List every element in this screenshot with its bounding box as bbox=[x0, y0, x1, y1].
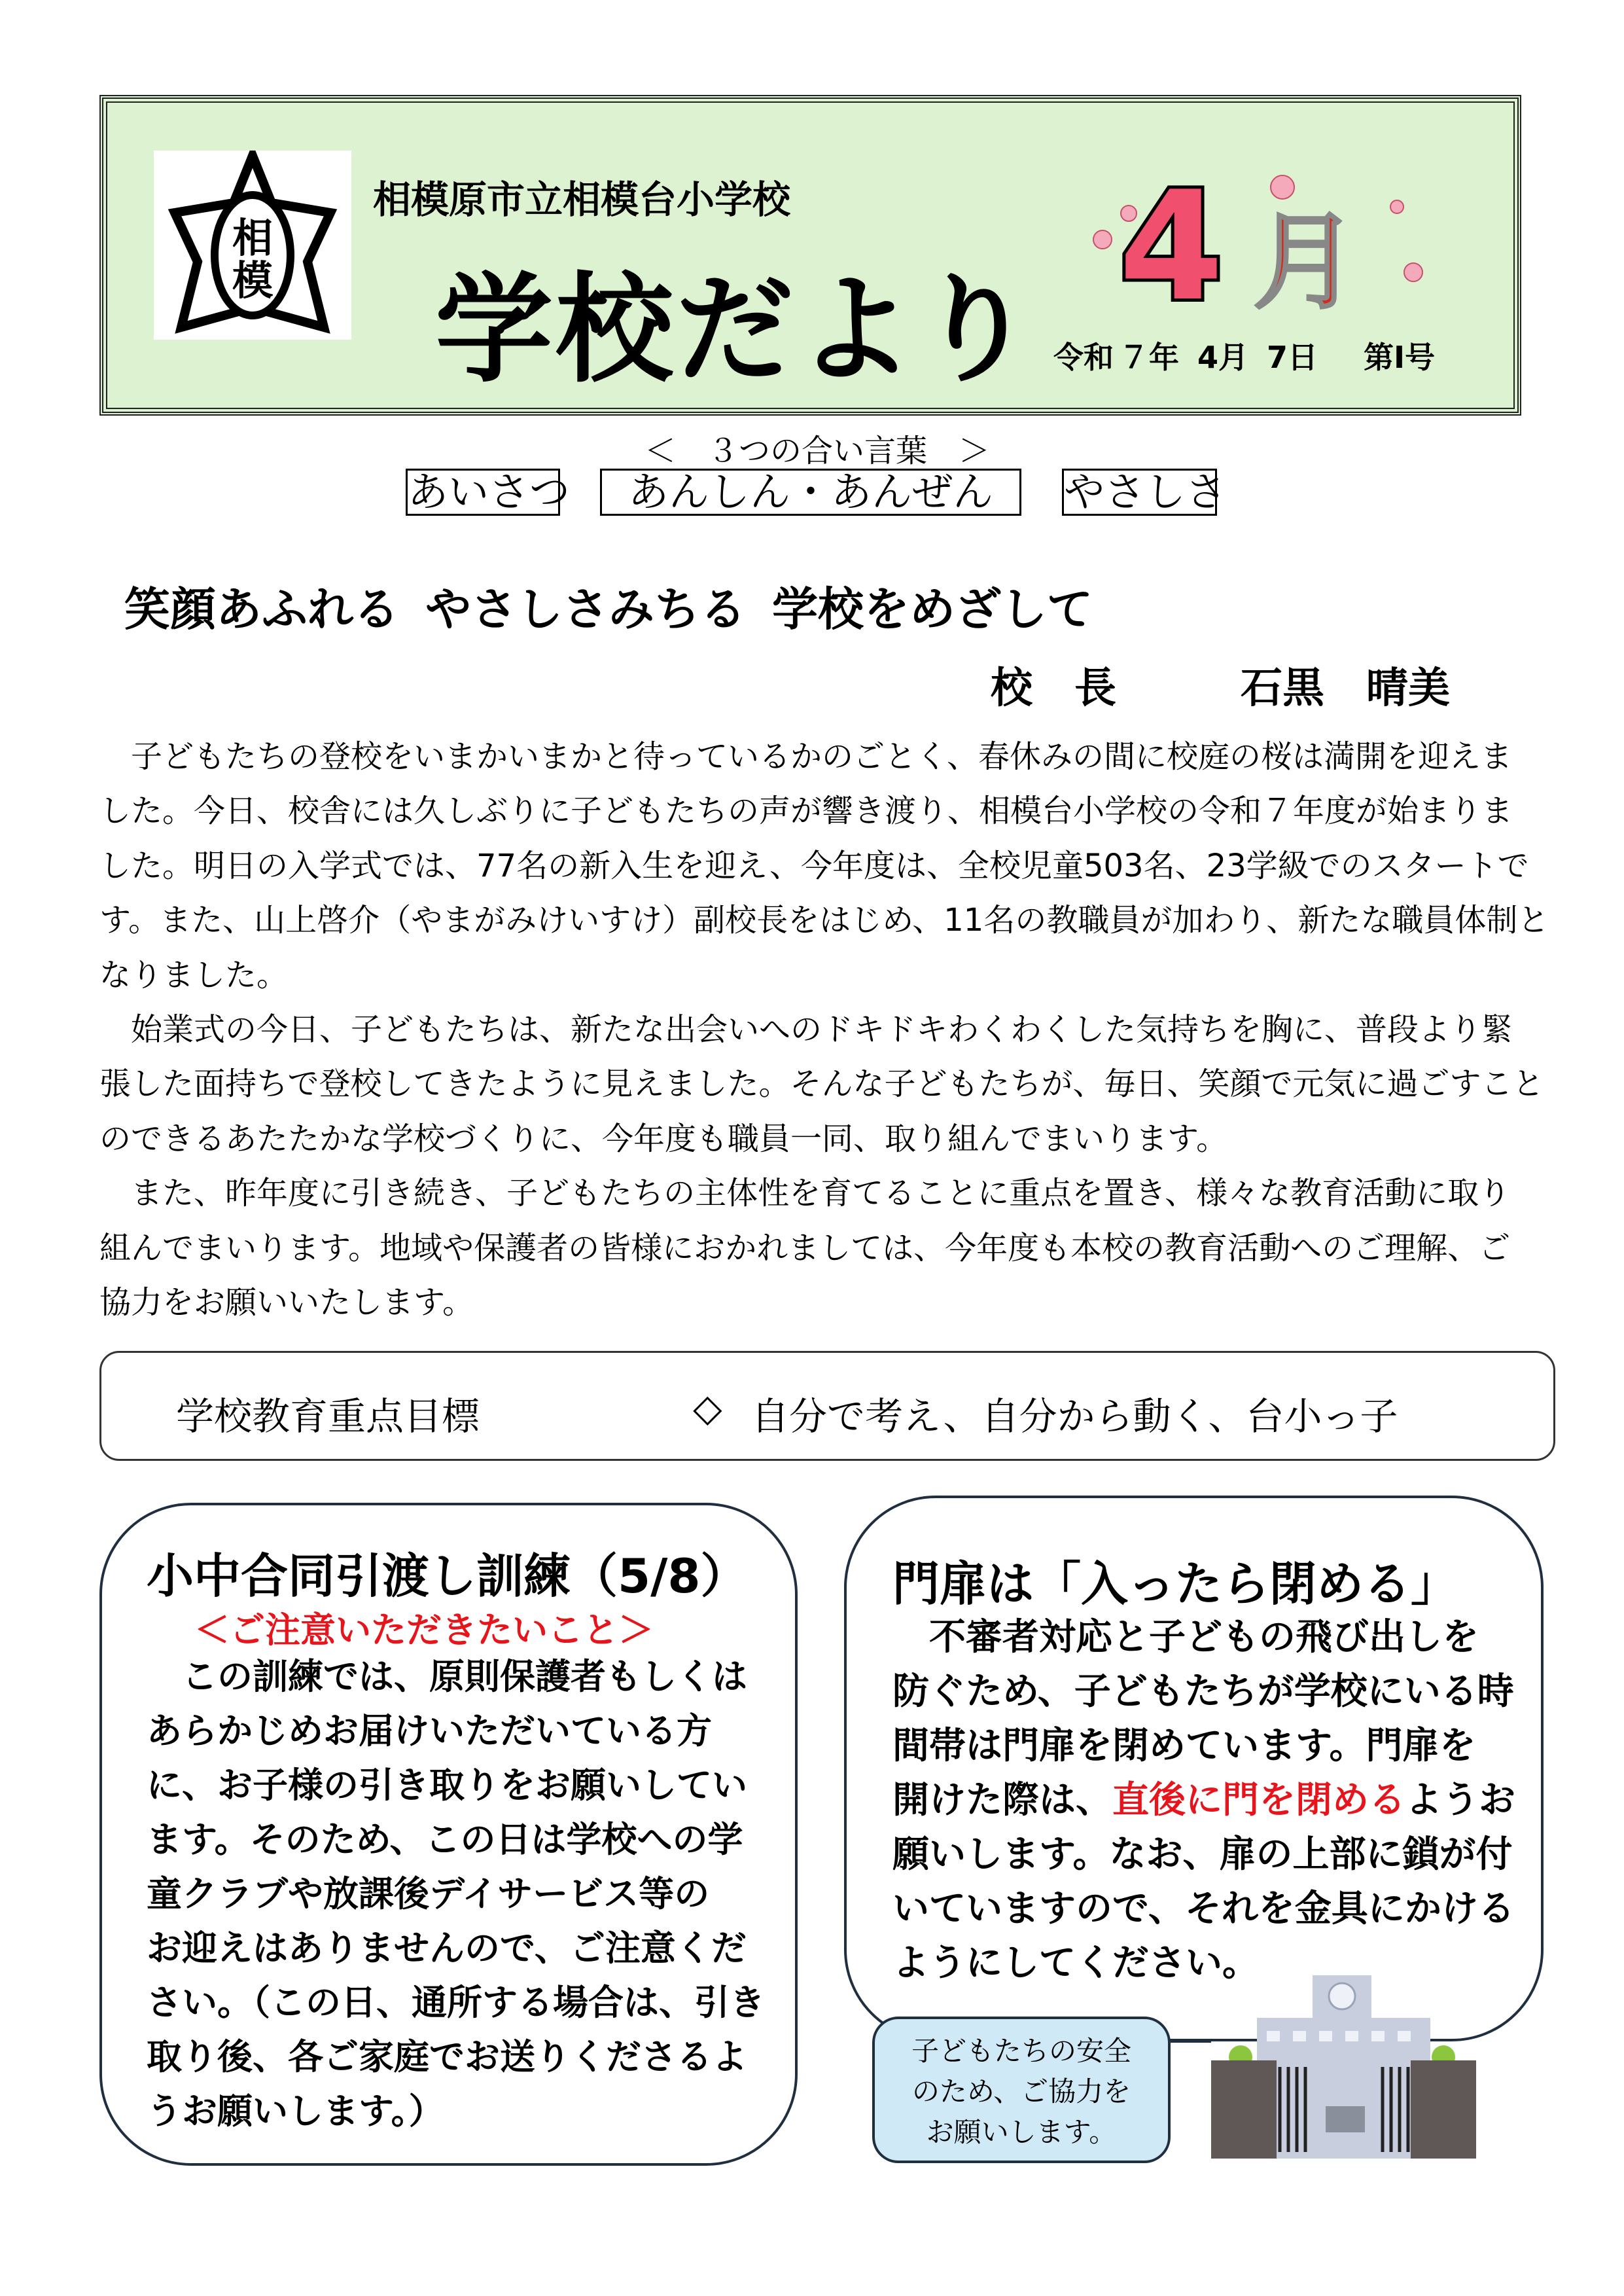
drill-line: 童クラブや放課後デイサービス等の bbox=[147, 1873, 710, 1914]
drill-line: お迎えはありませんので、ご注意くだ bbox=[147, 1928, 747, 1969]
message-line: した。今日、校舎には久しぶりに子どもたちの声が響き渡り、相模台小学校の令和７年度が始まりま bbox=[99, 793, 1513, 830]
message-heading bbox=[124, 573, 1119, 639]
date-year: ７年 bbox=[1119, 340, 1179, 375]
message-line: した。明日の入学式では、77名の新入生を迎え、今年度は、全校児童503名、23学級でのスタートで bbox=[99, 847, 1529, 884]
message-line: 張した面持ちで登校してきたように見えました。そんな子どもたちが、毎日、笑顔で元気に過ごすこと bbox=[99, 1066, 1544, 1103]
date-era: 令和 bbox=[1053, 340, 1114, 375]
drill-line: 取り後、各ご家庭でお送りくださるよ bbox=[147, 2036, 747, 2077]
heading-part: 笑顔あふれる bbox=[124, 583, 399, 636]
message-line: 子どもたちの登校をいまかいまかと待っているかのごとく、春休みの間に校庭の桜は満開を迎えま bbox=[99, 738, 1513, 775]
goal-label: 学校教育重点目標 bbox=[176, 1394, 480, 1439]
date-month: 4月 bbox=[1197, 340, 1249, 375]
gate-line: 防ぐため、子どもたちが学校にいる時 bbox=[892, 1670, 1514, 1713]
callout-line: 子どもたちの安全 bbox=[911, 2035, 1131, 2067]
message-line: なりました。 bbox=[99, 956, 289, 994]
safety-callout bbox=[872, 2017, 1171, 2163]
principal-signature bbox=[991, 655, 1450, 715]
motto-word: やさしさ bbox=[1062, 469, 1217, 516]
school-name: 相模原市立相模台小学校 bbox=[373, 177, 791, 222]
school-gate-illustration bbox=[1211, 1975, 1477, 2159]
school-logo bbox=[154, 151, 351, 340]
drill-line: あらかじめお届けいただいている方 bbox=[147, 1710, 712, 1751]
clock-icon bbox=[1329, 1983, 1355, 2009]
gate-line: 願いします。なお、扉の上部に鎖が付 bbox=[892, 1833, 1513, 1876]
message-line: 協力をお願いいたします。 bbox=[99, 1284, 474, 1321]
heading-part: 学校をめざして bbox=[772, 583, 1093, 636]
gate-text bbox=[892, 1610, 1515, 1990]
gate-text-part: 開けた際は、 bbox=[892, 1779, 1112, 1821]
svg-text:月: 月 bbox=[1253, 201, 1358, 312]
message-line: 始業式の今日、子どもたちは、新たな出会いへのドキドキわくわくした気持ちを胸に、普段より緊 bbox=[99, 1011, 1513, 1049]
gate-emphasis: 直後に門を閉める bbox=[1112, 1779, 1405, 1821]
drill-line: ます。そのため、この日は学校への学 bbox=[147, 1819, 743, 1860]
gate-title: 門扉は「入ったら閉める」 bbox=[892, 1556, 1458, 1611]
principal-title: 校 長 bbox=[991, 664, 1116, 713]
drill-line: うお願いします。） bbox=[147, 2090, 444, 2132]
message-line: また、昨年度に引き続き、子どもたちの主体性を育てることに重点を置き、様々な教育活動に取り bbox=[99, 1175, 1511, 1212]
gate-line: ようにしてください。 bbox=[892, 1942, 1259, 1984]
drill-subtitle: ＜ご注意いただきたいこと＞ bbox=[194, 1609, 654, 1651]
motto-word: あんしん・あんぜん bbox=[600, 469, 1021, 516]
drill-text bbox=[147, 1649, 765, 2138]
callout-line: のため、ご協力を bbox=[911, 2075, 1131, 2108]
gate-line: 不審者対応と子どもの飛び出しを bbox=[892, 1616, 1479, 1659]
goal-text: 自分で考え、自分から動く、台小っ子 bbox=[751, 1394, 1398, 1439]
gate-line: いていますので、それを金具にかける bbox=[892, 1888, 1515, 1930]
gate-line: 間帯は門扉を閉めています。門扉を bbox=[892, 1725, 1476, 1767]
issue-number: 第Ⅰ号 bbox=[1364, 340, 1436, 375]
principal-name: 石黒 晴美 bbox=[1241, 664, 1450, 713]
gate-line bbox=[892, 1773, 1515, 1827]
callout-connector bbox=[1171, 2041, 1211, 2043]
newsletter-title: 学校だより bbox=[435, 262, 1038, 399]
principal-message bbox=[99, 730, 1549, 1330]
motto-word: あいさつ bbox=[406, 469, 560, 516]
heading-part: やさしさみちる bbox=[425, 583, 746, 636]
drill-title: 小中合同引渡し訓練（5/8） bbox=[147, 1549, 748, 1604]
drill-line: さい。（この日、通所する場合は、引き bbox=[147, 1982, 765, 2023]
svg-text:模: 模 bbox=[232, 257, 274, 304]
gate-text-part: ようお bbox=[1405, 1779, 1515, 1821]
drill-line: この訓練では、原則保護者もしくは bbox=[147, 1656, 747, 1697]
svg-text:相: 相 bbox=[232, 214, 274, 262]
callout-line: お願いします。 bbox=[926, 2116, 1117, 2148]
message-line: のできるあたたかな学校づくりに、今年度も職員一同、取り組んでまいります。 bbox=[99, 1120, 1228, 1157]
diamond-icon: ◇ bbox=[693, 1386, 722, 1430]
drill-line: に、お子様の引き取りをお願いしてい bbox=[147, 1765, 747, 1806]
message-line: 組んでまいります。地域や保護者の皆様におかれましては、今年度も本校の教育活動へのご理解、ご bbox=[99, 1229, 1511, 1266]
month-graphic bbox=[1089, 161, 1426, 312]
issue-date bbox=[1053, 334, 1453, 377]
svg-text:4: 4 bbox=[1119, 161, 1224, 312]
motto-label: ＜ ３つの合い言葉 ＞ bbox=[644, 433, 991, 469]
message-line: す。また、山上啓介（やまがみけいすけ）副校長をはじめ、11名の教職員が加わり、新たな職員体制と bbox=[99, 902, 1549, 939]
school-goal-box bbox=[99, 1351, 1555, 1461]
date-day: 7日 bbox=[1267, 340, 1318, 375]
